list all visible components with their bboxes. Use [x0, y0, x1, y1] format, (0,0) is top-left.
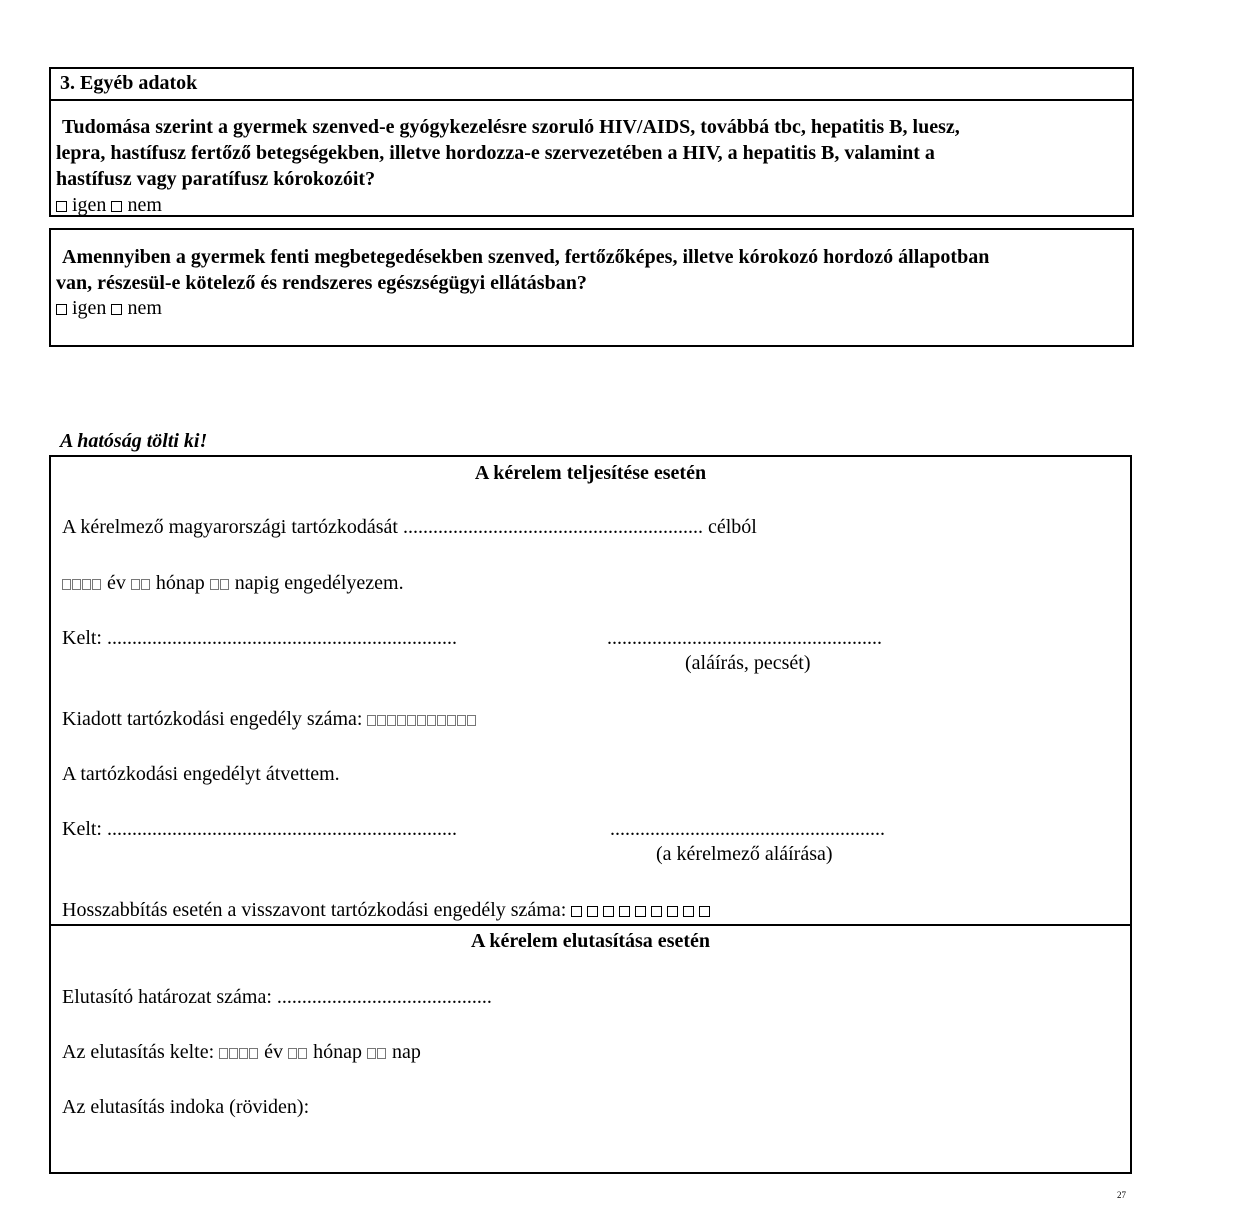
rejection-reason-label: Az elutasítás indoka (röviden): — [62, 1096, 310, 1118]
yes-checkbox[interactable] — [56, 201, 67, 212]
no-label: nem — [127, 194, 162, 216]
applicant-signature-dots[interactable]: ....................................................... — [610, 818, 885, 840]
rejection-title: A kérelem elutasítása esetén — [470, 930, 711, 952]
permit-number-boxes[interactable] — [367, 708, 477, 730]
signature-dots[interactable]: ....................................................... — [607, 627, 882, 649]
kelt-dots[interactable]: ...................................................................... — [107, 627, 457, 649]
year-boxes[interactable] — [219, 1041, 259, 1063]
purpose-prefix: A kérelmező magyarországi tartózkodását — [62, 516, 398, 538]
section-title: 3. Egyéb adatok — [60, 72, 198, 94]
question2-answer — [56, 297, 162, 320]
yes-checkbox[interactable] — [56, 304, 67, 315]
signature-caption: (aláírás, pecsét) — [685, 652, 811, 674]
decision-dots[interactable]: ........................................... — [276, 986, 492, 1008]
question1-line3: hastífusz vagy paratífusz kórokozóit? — [56, 168, 376, 190]
approval-title: A kérelem teljesítése esetén — [474, 462, 707, 484]
question2-line2: van, részesül-e kötelező és rendszeres egészségügyi ellátásban? — [56, 272, 587, 294]
decision-row — [62, 986, 492, 1009]
no-checkbox[interactable] — [111, 304, 122, 315]
decision-label: Elutasító határozat száma: — [62, 986, 272, 1008]
applicant-signature-caption: (a kérelmező aláírása) — [656, 843, 833, 865]
validity-row — [62, 572, 404, 595]
kelt-label: Kelt: — [62, 627, 102, 649]
month-boxes[interactable] — [131, 572, 151, 594]
year-boxes[interactable] — [62, 572, 102, 594]
yes-label: igen — [72, 194, 107, 216]
kelt-row — [62, 627, 457, 650]
rejection-date-label: Az elutasítás kelte: — [62, 1041, 215, 1063]
permit-number-label: Kiadott tartózkodási engedély száma: — [62, 708, 363, 730]
month-label: hónap — [313, 1041, 362, 1063]
page-number: 27 — [1117, 1190, 1126, 1200]
revoked-permit-boxes[interactable] — [571, 899, 710, 921]
day-boxes[interactable] — [367, 1041, 387, 1063]
month-label: hónap — [155, 572, 205, 594]
no-label: nem — [127, 297, 162, 319]
day-label: nap — [391, 1041, 421, 1063]
permit-number-row — [62, 708, 477, 731]
year-label: év — [107, 572, 126, 594]
day-boxes[interactable] — [210, 572, 230, 594]
kelt-dots[interactable]: ...................................................................... — [107, 818, 457, 840]
question1-line1: Tudomása szerint a gyermek szenved-e gyógykezelésre szoruló HIV/AIDS, továbbá tbc, hepatitis B, luesz, — [62, 116, 960, 138]
year-label: év — [264, 1041, 284, 1063]
authority-box — [49, 455, 1132, 1174]
received-text: A tartózkodási engedélyt átvettem. — [62, 763, 340, 785]
no-checkbox[interactable] — [111, 201, 122, 212]
revoked-permit-row — [62, 899, 710, 922]
revoked-permit-label: Hosszabbítás esetén a visszavont tartózkodási engedély száma: — [62, 899, 567, 921]
question2-line1: Amennyiben a gyermek fenti megbetegedésekben szenved, fertőzőképes, illetve kórokozó hordozó állapotban — [62, 246, 990, 268]
yes-label: igen — [72, 297, 107, 319]
purpose-suffix: célból — [707, 516, 757, 538]
kelt-label: Kelt: — [62, 818, 102, 840]
purpose-dots[interactable]: ............................................................ — [402, 516, 703, 538]
authority-note: A hatóság tölti ki! — [60, 430, 208, 452]
divider — [51, 924, 1130, 926]
divider — [51, 99, 1132, 101]
question1-line2: lepra, hastífusz fertőző betegségekben, illetve hordozza-e szervezetében a HIV, a hepatitis B, valamint a — [56, 142, 935, 164]
day-label: napig engedélyezem. — [234, 572, 404, 594]
kelt2-row — [62, 818, 457, 841]
purpose-row — [62, 516, 757, 539]
question1-answer — [56, 194, 162, 217]
rejection-date-row — [62, 1041, 421, 1064]
month-boxes[interactable] — [288, 1041, 308, 1063]
